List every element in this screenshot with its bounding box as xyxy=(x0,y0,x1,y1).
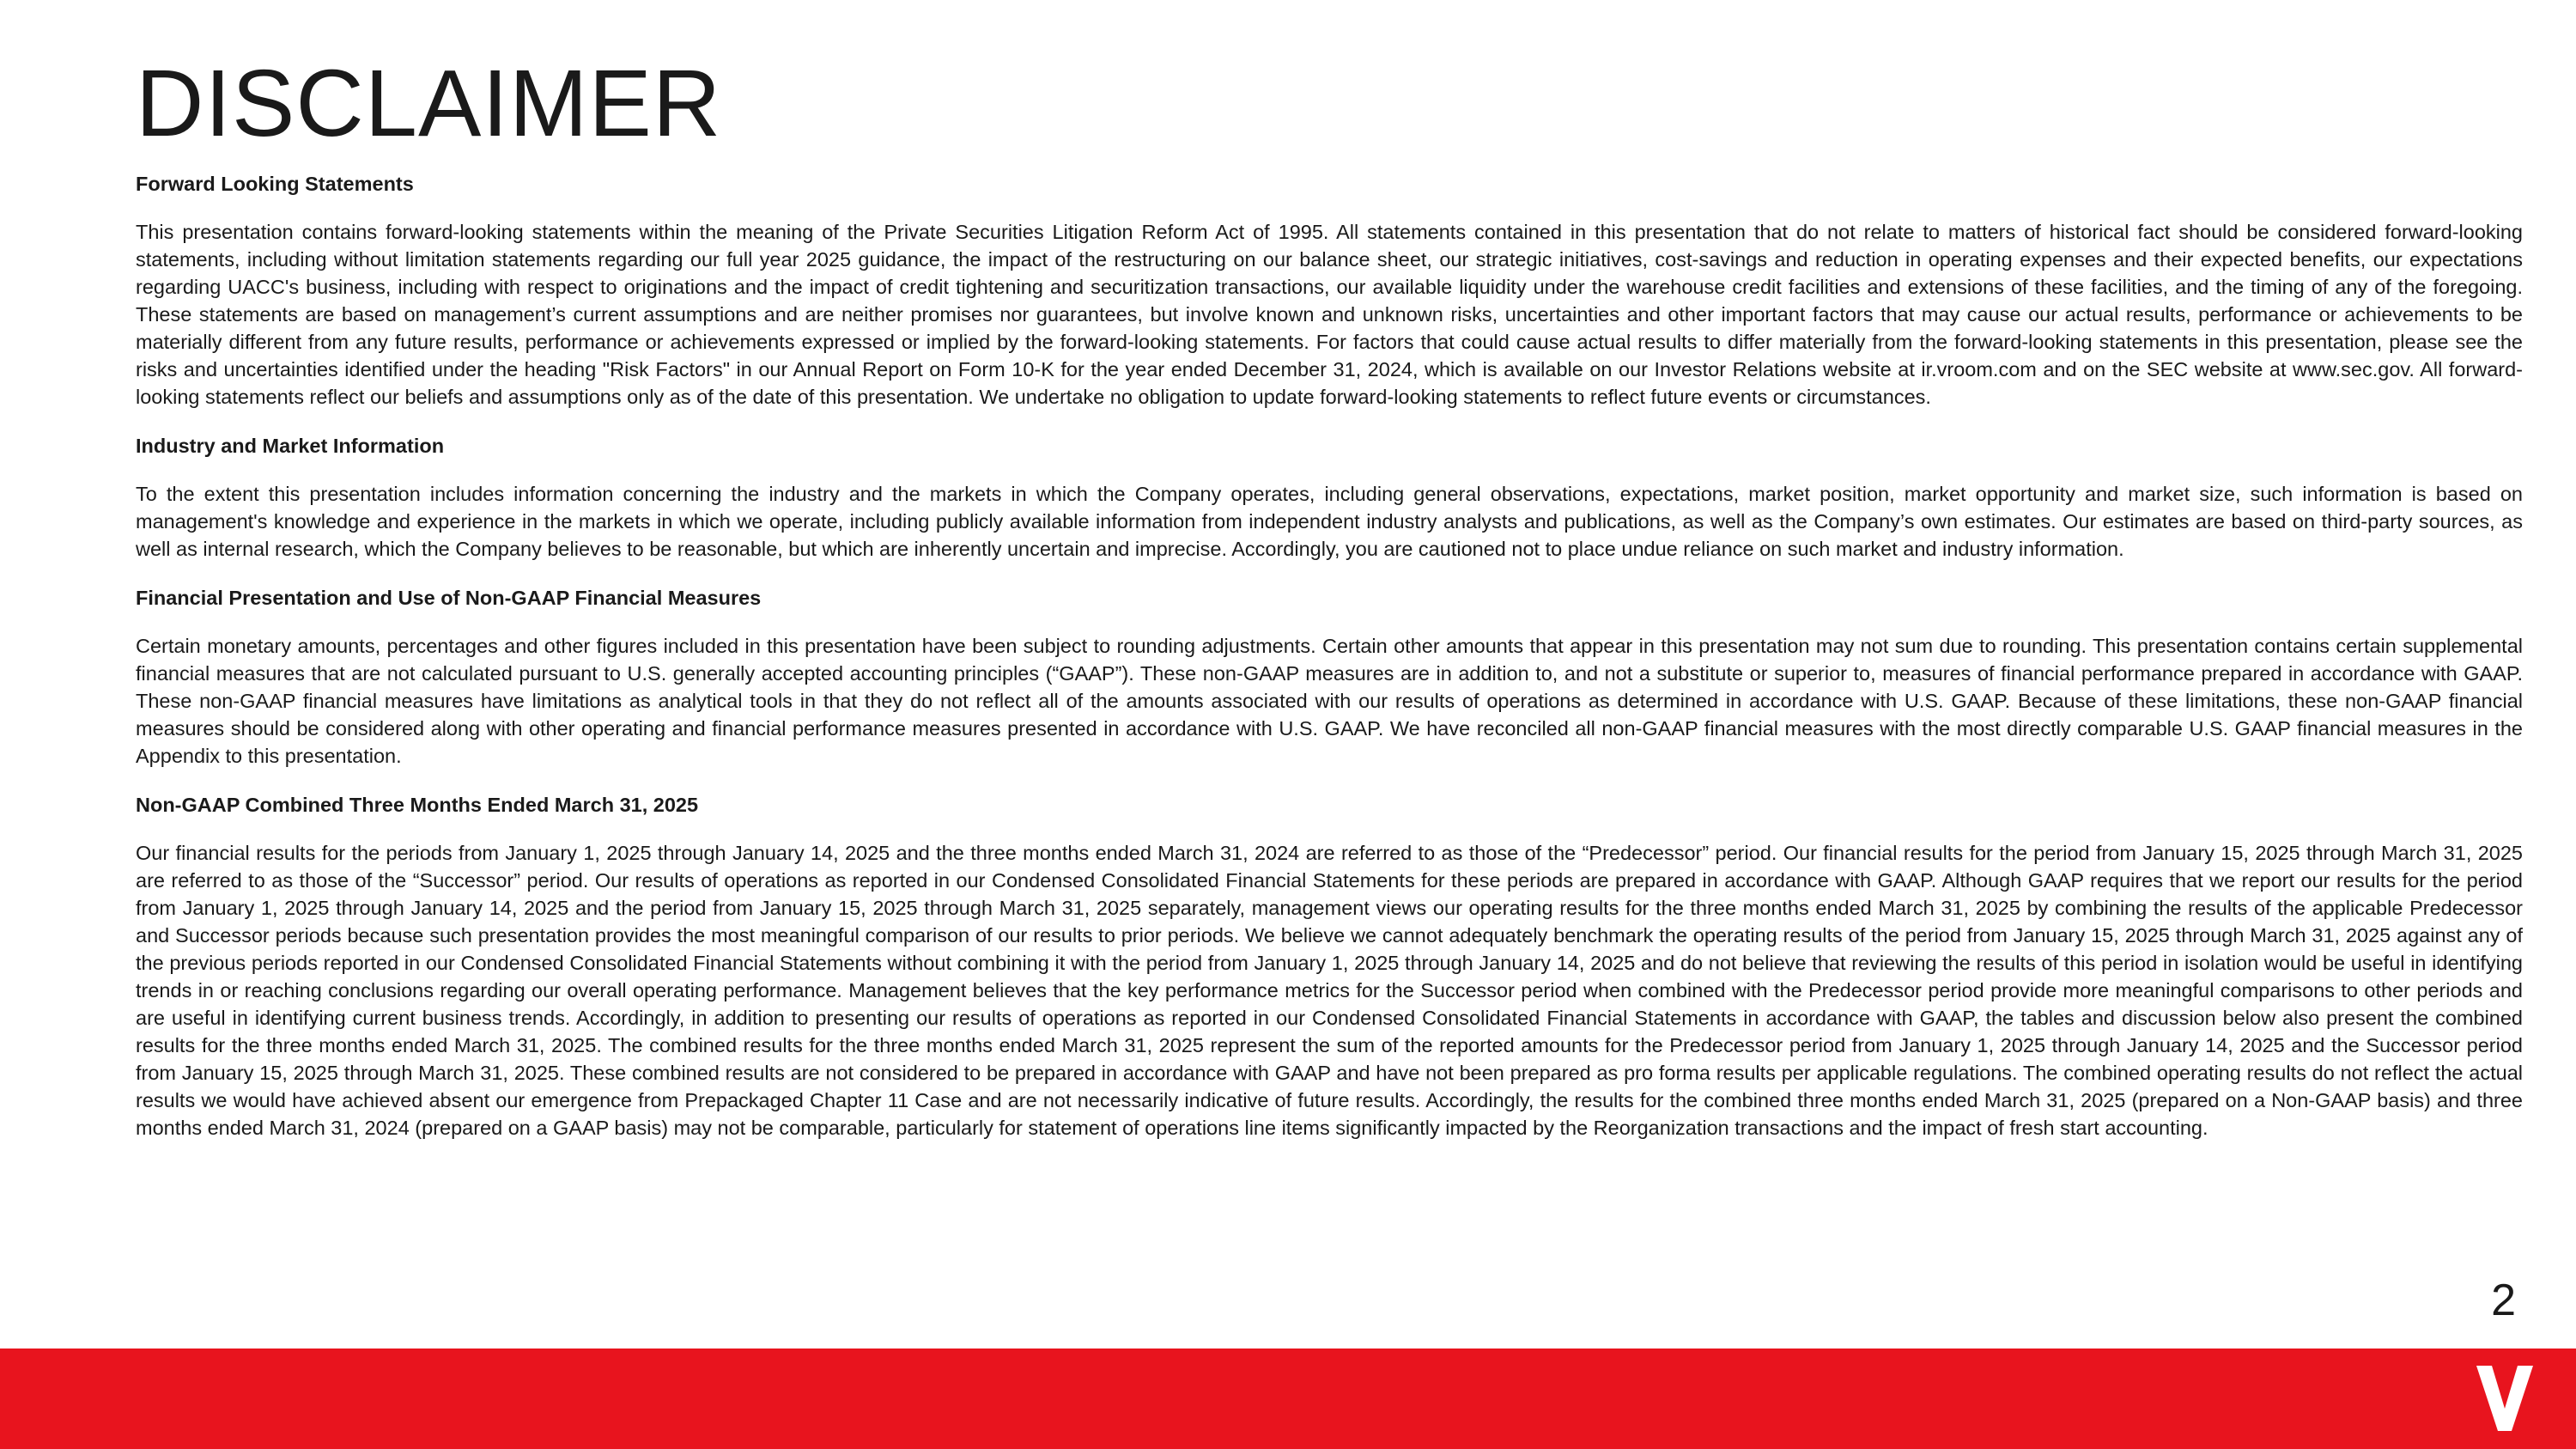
page-number: 2 xyxy=(2491,1275,2516,1325)
section-heading: Financial Presentation and Use of Non-GAAP Financial Measures xyxy=(136,587,762,609)
section-non-gaap-measures xyxy=(136,584,2523,770)
disclaimer-content xyxy=(136,170,2523,1163)
section-heading: Industry and Market Information xyxy=(136,435,445,457)
section-forward-looking xyxy=(136,170,2523,411)
section-body: To the extent this presentation includes information concerning the industry and the markets in which the Company operates, including general observations, expectations, market position, market opportunity and market size, such information is based on management's knowledge and experience in the markets in which we operate, including publicly available information from independent industry analysts and publications, as well as the Company’s own estimates. Our estimates are based on third-party sources, as well as internal research, which the Company believes to be reasonable, but which are inherently uncertain and imprecise. Accordingly, you are cautioned not to place undue reliance on such market and industry information. xyxy=(136,483,2523,560)
section-non-gaap-combined xyxy=(136,791,2523,1142)
footer-bar xyxy=(0,1349,2576,1449)
slide-title: DISCLAIMER xyxy=(136,51,722,156)
section-industry-market xyxy=(136,432,2523,563)
vroom-v-logo-icon xyxy=(2466,1359,2543,1436)
section-heading: Forward Looking Statements xyxy=(136,173,414,195)
section-body: Certain monetary amounts, percentages and other figures included in this presentation have been subject to rounding adjustments. Certain other amounts that appear in this presentation may not sum due to rounding. This presentation contains certain supplemental financial measures that are not calculated pursuant to U.S. generally accepted accounting principles (“GAAP”). These non-GAAP measures are in addition to, and not a substitute or superior to, measures of financial performance prepared in accordance with GAAP. These non-GAAP financial measures have limitations as analytical tools in that they do not reflect all of the amounts associated with our results of operations as determined in accordance with U.S. GAAP. Because of these limitations, these non-GAAP financial measures should be considered along with other operating and financial performance measures presented in accordance with U.S. GAAP. We have reconciled all non-GAAP financial measures with the most directly comparable U.S. GAAP financial measures in the Appendix to this presentation. xyxy=(136,635,2523,767)
section-body: Our financial results for the periods from January 1, 2025 through January 14, 2025 and the three months ended March 31, 2024 are referred to as those of the “Predecessor” period. Our financial results for the period from January 15, 2025 through March 31, 2025 are referred to as those of the “Successor” period. Our results of operations as reported in our Condensed Consolidated Financial Statements for these periods are prepared in accordance with GAAP. Although GAAP requires that we report our results for the period from January 1, 2025 through January 14, 2025 and the period from January 15, 2025 through March 31, 2025 separately, management views our operating results for the three months ended March 31, 2025 by combining the results of the applicable Predecessor and Successor periods because such presentation provides the most meaningful comparison of our results to prior periods. We believe we cannot adequately benchmark the operating results of the period from January 15, 2025 through March 31, 2025 against any of the previous periods reported in our Condensed Consolidated Financial Statements without combining it with the period from January 1, 2025 through January 14, 2025 and do not believe that reviewing the results of this period in isolation would be useful in identifying trends in or reaching conclusions regarding our overall operating performance. Management believes that the key performance metrics for the Successor period when combined with the Predecessor period provide more meaningful comparisons to other periods and are useful in identifying current business trends. Accordingly, in addition to presenting our results of operations as reported in our Condensed Consolidated Financial Statements in accordance with GAAP, the tables and discussion below also present the combined results for the three months ended March 31, 2025. The combined results for the three months ended March 31, 2025 represent the sum of the reported amounts for the Predecessor period from January 1, 2025 through January 14, 2025 and the Successor period from January 15, 2025 through March 31, 2025. These combined results are not considered to be prepared in accordance with GAAP and have not been prepared as pro forma results per applicable regulations. The combined operating results do not reflect the actual results we would have achieved absent our emergence from Prepackaged Chapter 11 Case and are not necessarily indicative of future results. Accordingly, the results for the combined three months ended March 31, 2025 (prepared on a Non-GAAP basis) and three months ended March 31, 2024 (prepared on a GAAP basis) may not be comparable, particularly for statement of operations line items significantly impacted by the Reorganization transactions and the impact of fresh start accounting. xyxy=(136,842,2523,1139)
logo-v-shape xyxy=(2476,1366,2533,1431)
section-body: This presentation contains forward-looking statements within the meaning of the Private Securities Litigation Reform Act of 1995. All statements contained in this presentation that do not relate to matters of historical fact should be considered forward-looking statements, including without limitation statements regarding our full year 2025 guidance, the impact of the restructuring on our balance sheet, our strategic initiatives, cost-savings and reduction in operating expenses and their expected benefits, our expectations regarding UACC's business, including with respect to originations and the impact of credit tightening and securitization transactions, our available liquidity under the warehouse credit facilities and extensions of these facilities, and the timing of any of the foregoing. These statements are based on management’s current assumptions and are neither promises nor guarantees, but involve known and unknown risks, uncertainties and other important factors that may cause our actual results, performance or achievements to be materially different from any future results, performance or achievements expressed or implied by the forward-looking statements. For factors that could cause actual results to differ materially from the forward-looking statements in this presentation, please see the risks and uncertainties identified under the heading "Risk Factors" in our Annual Report on Form 10-K for the year ended December 31, 2024, which is available on our Investor Relations website at ir.vroom.com and on the SEC website at www.sec.gov. All forward-looking statements reflect our beliefs and assumptions only as of the date of this presentation. We undertake no obligation to update forward-looking statements to reflect future events or circumstances. xyxy=(136,221,2523,408)
section-heading: Non-GAAP Combined Three Months Ended March 31, 2025 xyxy=(136,794,699,816)
